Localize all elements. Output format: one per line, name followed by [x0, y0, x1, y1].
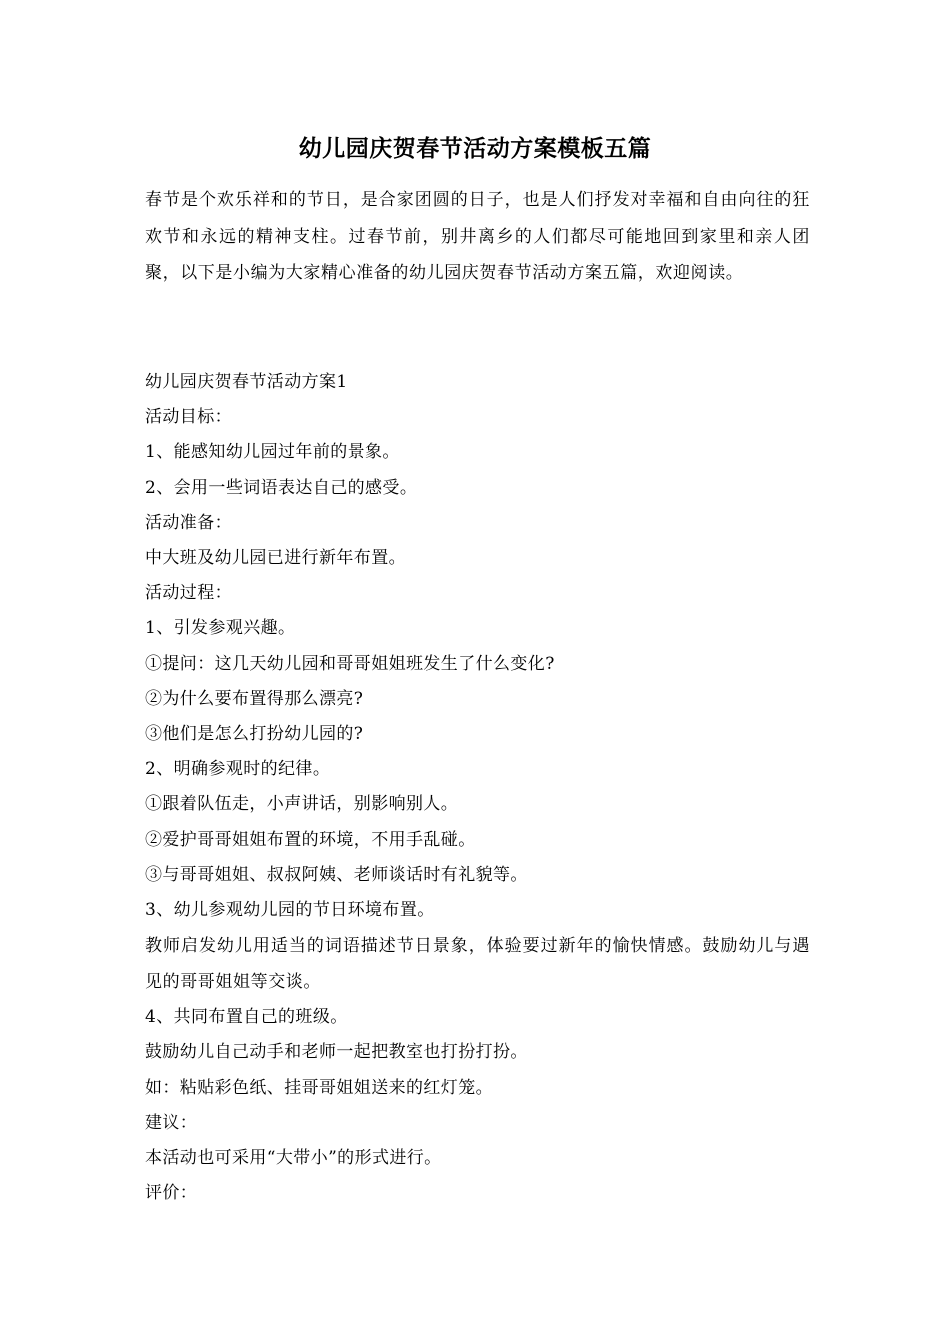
plan-body	[145, 365, 810, 1211]
process-description: 教师启发幼儿用适当的词语描述节日景象，体验要过新年的愉快情感。鼓励幼儿与遇见的哥哥姐姐等交谈。	[145, 936, 810, 993]
process-description: 鼓励幼儿自己动手和老师一起把教室也打扮打扮。	[145, 1042, 528, 1063]
process-substep: ②为什么要布置得那么漂亮?	[145, 688, 364, 709]
process-description: 如：粘贴彩色纸、挂哥哥姐姐送来的红灯笼。	[145, 1077, 493, 1098]
suggestion-text: 本活动也可采用“大带小”的形式进行。	[145, 1148, 442, 1169]
process-step: 1、引发参观兴趣。	[145, 618, 296, 639]
subheading-preparation: 活动准备：	[145, 512, 232, 533]
process-step: 2、明确参观时的纪律。	[145, 759, 331, 780]
process-step: 4、共同布置自己的班级。	[145, 1007, 348, 1028]
section-heading: 幼儿园庆贺春节活动方案1	[145, 372, 348, 392]
goal-item: 2、会用一些词语表达自己的感受。	[145, 477, 418, 498]
preparation-text: 中大班及幼儿园已进行新年布置。	[145, 548, 406, 569]
subheading-suggestion: 建议：	[145, 1112, 198, 1133]
process-substep: ①跟着队伍走，小声讲话，别影响别人。	[145, 794, 459, 815]
subheading-process: 活动过程：	[145, 583, 232, 604]
process-substep: ③与哥哥姐姐、叔叔阿姨、老师谈话时有礼貌等。	[145, 864, 528, 885]
process-substep: ③他们是怎么打扮幼儿园的?	[145, 724, 364, 745]
process-substep: ①提问：这几天幼儿园和哥哥姐姐班发生了什么变化?	[145, 653, 555, 674]
goal-item: 1、能感知幼儿园过年前的景象。	[145, 442, 400, 463]
process-substep: ②爱护哥哥姐姐布置的环境，不用手乱碰。	[145, 829, 476, 850]
process-step: 3、幼儿参观幼儿园的节日环境布置。	[145, 900, 435, 921]
document-title: 幼儿园庆贺春节活动方案模板五篇	[298, 135, 652, 162]
subheading-goals: 活动目标：	[145, 407, 232, 428]
subheading-evaluation: 评价：	[145, 1183, 198, 1204]
intro-paragraph: 春节是个欢乐祥和的节日，是合家团圆的日子，也是人们抒发对幸福和自由向往的狂欢节和永远的精神支柱。过春节前，别井离乡的人们都尽可能地回到家里和亲人团聚，以下是小编为大家精心准备的幼儿园庆贺春节活动方案五篇，欢迎阅读。	[145, 190, 810, 283]
